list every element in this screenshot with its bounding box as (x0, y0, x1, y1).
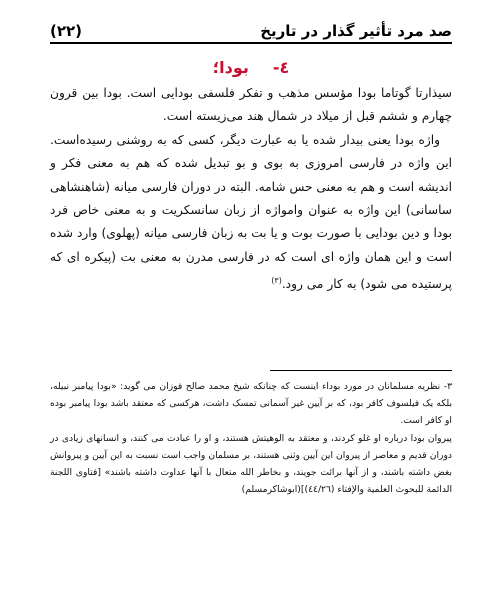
footnote-reference: (٣) (271, 276, 282, 286)
section-heading (50, 58, 452, 77)
section-title: بودا؛ (212, 58, 249, 77)
page-number: (٢٢) (50, 22, 83, 40)
footnote-1: ٣- نظریه مسلمانان در مورد بوداء اینست که چنانکه شیخ محمد صالح فوزان می گوید: «بودا پیامبر نبیله، بلکه یک فیلسوف کافر بود، که بر آیین غیر آسمانی تمسک داشت، هرکسی که معتقد باشد بودا پیامبر بوده او کافر است. (50, 381, 452, 427)
running-title: صد مرد تأثیر گذار در تاریخ (260, 22, 452, 40)
paragraph-1: سیذارتا گوتاما بودا مؤسس مذهب و تفکر فلسفی بودایی است. بودا بین قرون چهارم و ششم قبل از میلاد در شمال هند می‌زیسته است. (50, 86, 452, 124)
page-header (50, 18, 452, 40)
body-text (50, 82, 452, 297)
footnote-2: پیروان بودا درباره او غلو کردند، و معتقد به الوهیتش هستند، و او را عبادت می کنند، و انسانهای زیادی در دوران قدیم و معاصر از پیروان این آیین وثنی هستند، بر مسلمان واجب است نسبت به این آیین و پیروانش بغض داشته باشند، و از آنها برائت جویند، و بخاطر الله متعال با آنها عداوت داشته باشند» [فتاوى اللجنة الدائمة للبحوث العلمية والإفتاء (٤٤/٢٦)](ابوشاکرمسلم) (50, 432, 452, 496)
section-number: ٤- (272, 58, 290, 77)
paragraph-2-text: واژه بودا یعنی بیدار شده یا به عبارت دیگر، کسی که به روشنی رسیده‌است. این واژه در فارسی امروزی به بوی و بو تبدیل شده که هم به معنی فکر و اندیشه است و هم به معنی حس شامه. البته در دوران فارسی میانه (شاهنشاهی ساسانی) این واژه به عنوان وامواژه از زبان سانسکریت و به معنی خاص فرد بودا و دین بودایی با صورت بوت و یا بت به زبان فارسی میانه (پهلوی) وارد شده است و این همان واژه ای است که در فارسی مدرن به معنی بت (پیکره ای که پرستیده می شود) به کار می رود. (50, 132, 452, 292)
footnote-rule (270, 370, 452, 371)
footnotes (50, 378, 452, 498)
paragraph-2 (50, 129, 452, 297)
header-rule (50, 42, 452, 44)
